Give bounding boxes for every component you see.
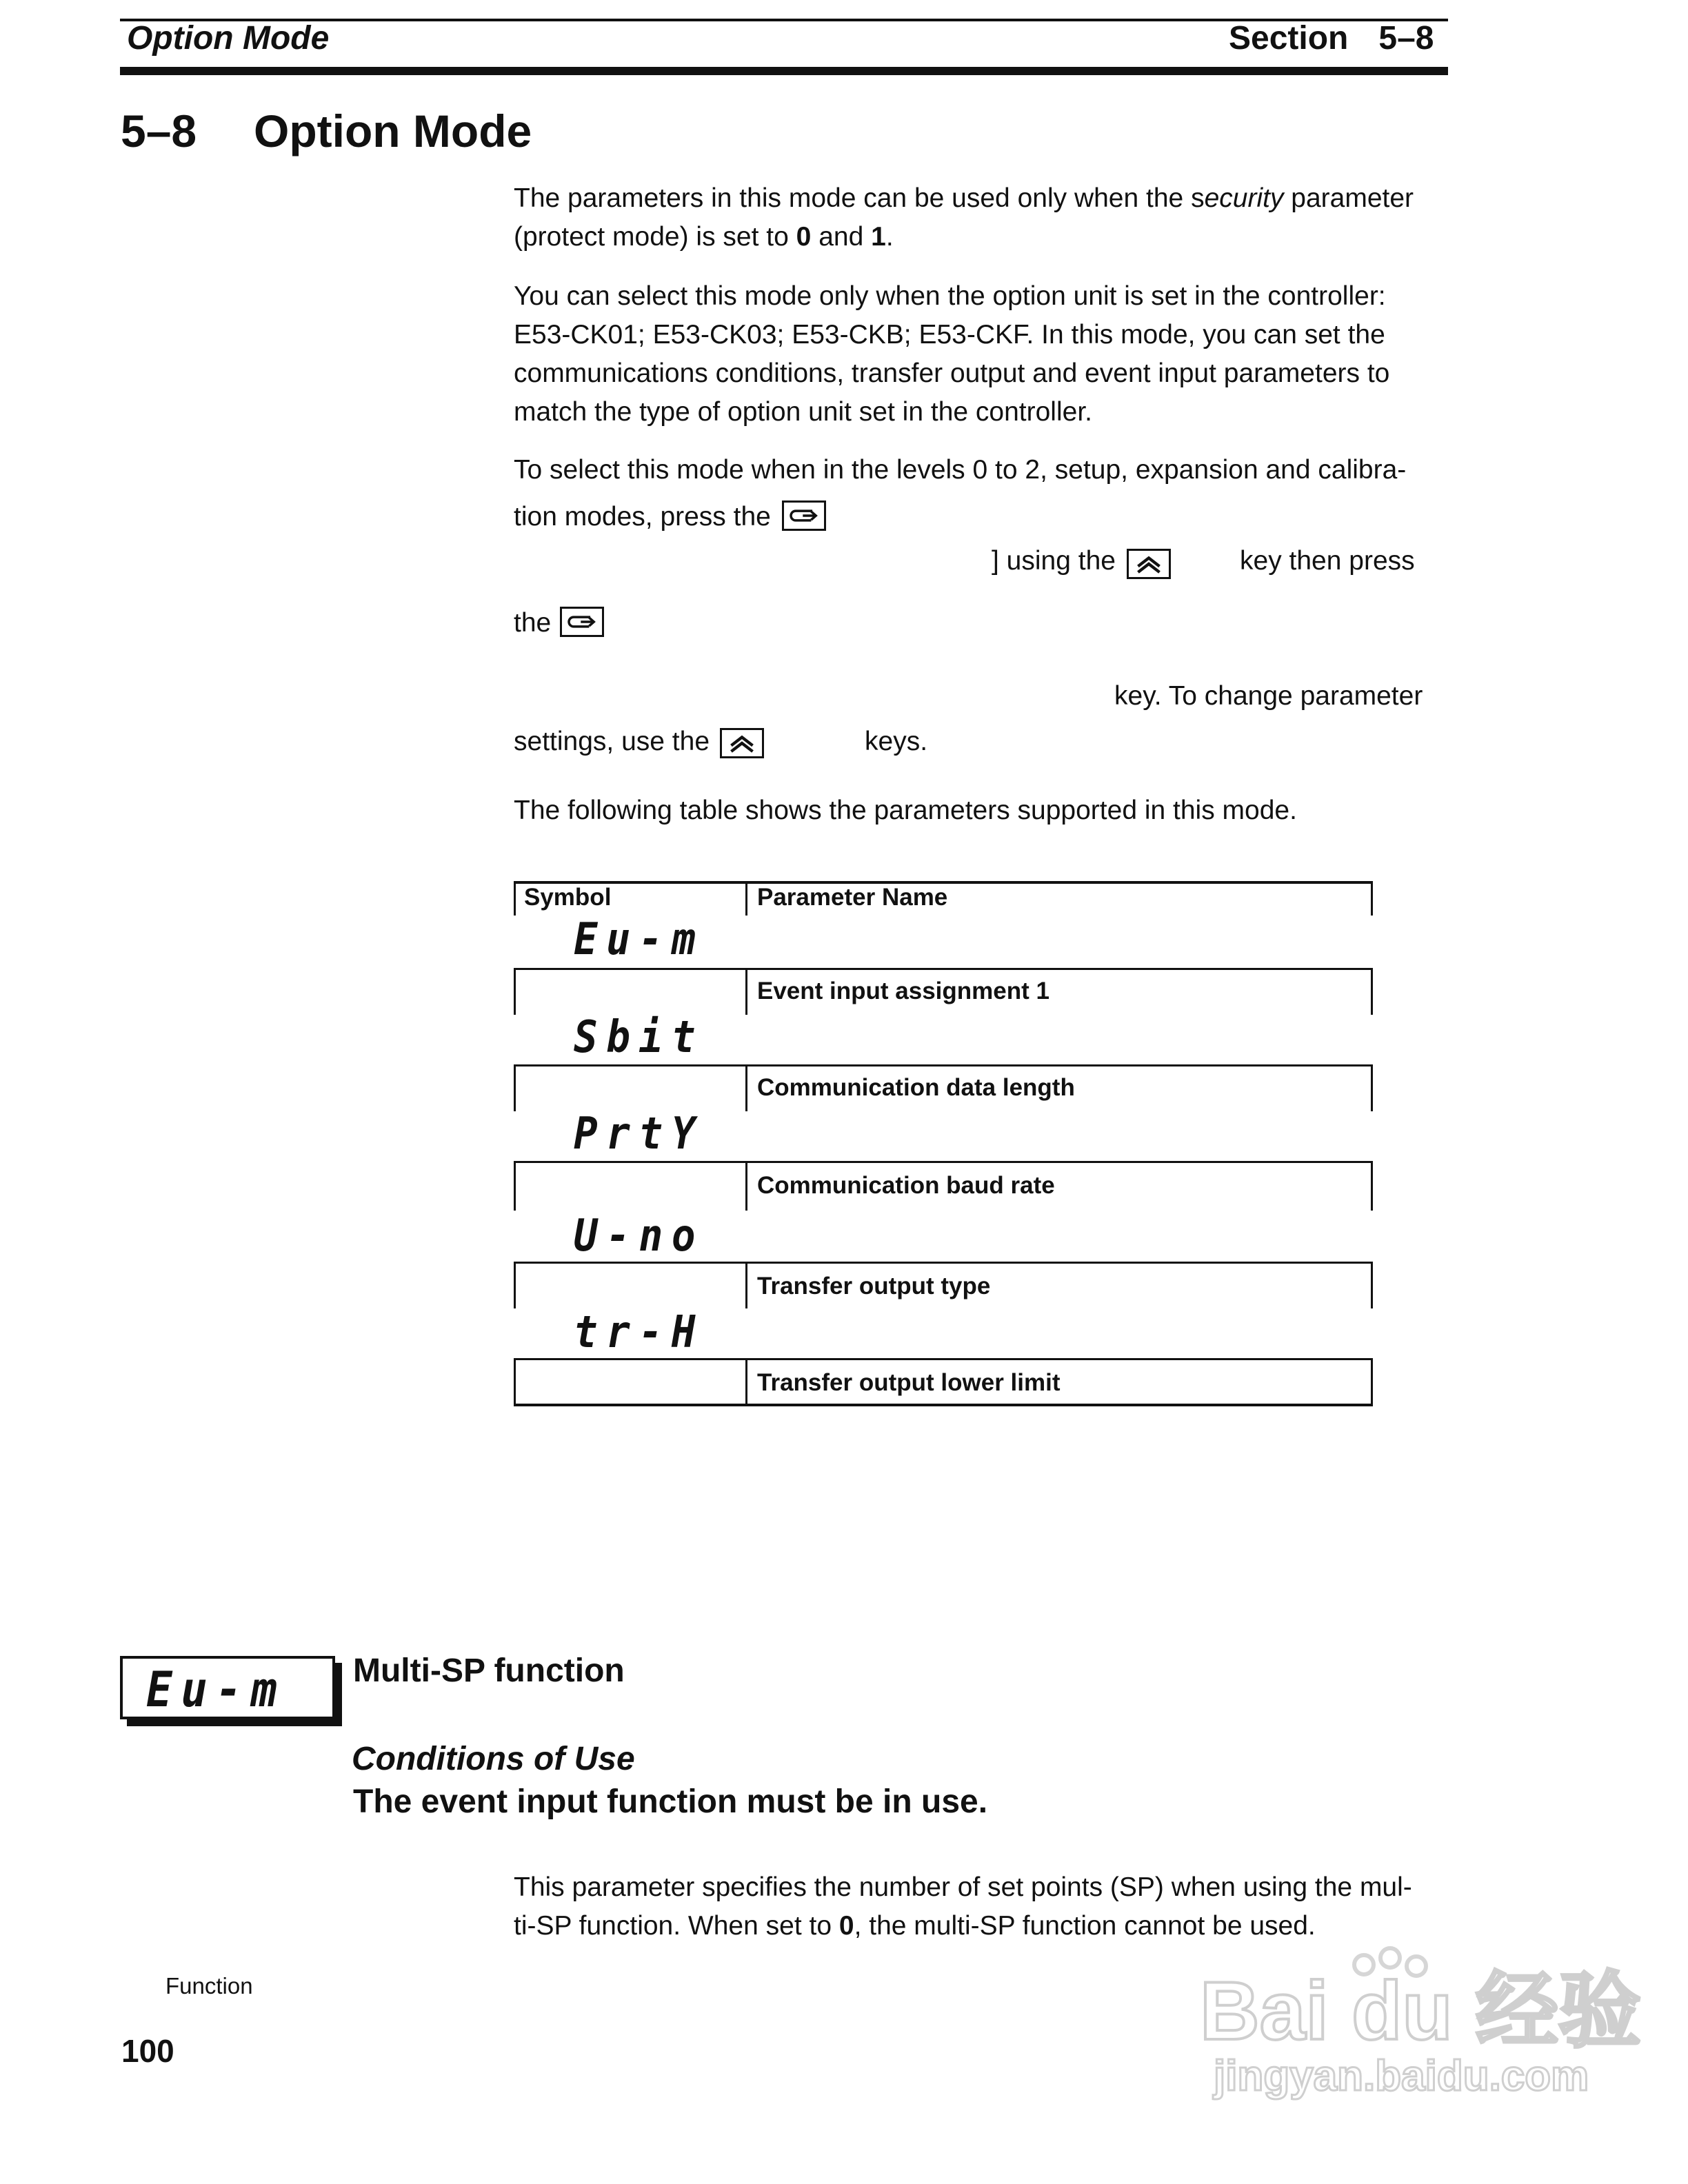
table-border [514,968,1373,970]
table-border [1371,1262,1373,1308]
table-border [514,1262,1373,1264]
table-border [745,968,747,1015]
table-border [514,1064,1373,1066]
table-border [745,1358,747,1406]
table-row-parameter-name: Communication data length [757,1074,1075,1101]
section-label: Section [1229,20,1349,57]
table-border [514,1358,1373,1360]
table-row-parameter-name: Transfer output type [757,1273,991,1300]
conditions-text: The event input function must be in use. [353,1783,988,1820]
intro-paragraph-4: The following table shows the parameters supported in this mode. [514,796,1297,825]
intro-paragraph-3-line-1: To select this mode when in the levels 0 to 2, setup, expansion and calibra- [514,455,1407,485]
intro-paragraph-3-line-3a: ] using the [992,546,1116,576]
table-border [514,881,516,916]
section-heading-title: Option Mode [254,105,532,156]
intro-paragraph-3-line-3b: key then press [1240,546,1415,576]
table-border [1371,1161,1373,1211]
running-header-title: Option Mode [127,20,330,57]
column-header-symbol: Symbol [524,884,612,911]
table-border [514,968,516,1015]
display-symbol: Eu-m [146,1661,286,1718]
table-border [514,1161,516,1211]
table-symbol: PrtY [574,1109,705,1160]
section-heading-number: 5–8 [121,105,197,156]
table-border [745,1161,747,1211]
table-row-parameter-name: Event input assignment 1 [757,978,1049,1004]
column-header-parameter-name: Parameter Name [757,884,948,911]
table-row-parameter-name: Transfer output lower limit [757,1369,1061,1396]
table-border [1371,1064,1373,1111]
intro-paragraph-3-line-6b: keys. [865,727,928,756]
table-border [745,1064,747,1111]
conditions-heading: Conditions of Use [352,1741,635,1777]
page-number: 100 [121,2033,174,2069]
parameter-display-box [120,1656,335,1719]
intro-paragraph-1: The parameters in this mode can be used only when the security parameter (protect mode) is set to 0 and 1. [514,183,1414,252]
section-number: 5–8 [1378,20,1434,57]
baidu-watermark-logo [1186,1944,1642,2103]
table-border [745,1262,747,1308]
up-key-icon [720,728,764,758]
table-row-parameter-name: Communication baud rate [757,1172,1055,1199]
mode-key-icon [560,607,604,637]
intro-paragraph-3-line-5: key. To change parameter [1114,681,1423,711]
table-border [514,1404,1373,1406]
mode-key-icon [782,501,826,531]
watermark-brand: Bai du 经验 [1200,1965,1642,2057]
intro-paragraph-2: You can select this mode only when the option unit is set in the controller: E53-CK01; E53-CK03; E53-CKB; E53-CKF. In this mode, you can set the communications conditions, transfer output and event input parameters to match the type of option unit set in the controller. [514,281,1390,427]
table-border [745,881,747,916]
table-border [514,1262,516,1308]
table-border [514,1064,516,1111]
function-description: This parameter specifies the number of set points (SP) when using the mul-ti-SP function. When set to 0, the multi-SP function cannot be used. [514,1872,1412,1941]
margin-label-function: Function [165,1973,253,1999]
table-symbol: Eu-m [574,914,705,965]
table-symbol: Sbit [574,1012,705,1063]
up-key-icon [1127,549,1171,579]
table-border [514,1358,516,1406]
running-header-section [1229,19,1434,57]
header-rule-bottom [120,67,1448,75]
intro-paragraph-3-line-6a: settings, use the [514,727,710,756]
table-border [1371,968,1373,1015]
intro-paragraph-3-line-4: the [514,608,552,638]
table-border [1371,881,1373,916]
table-symbol: U-no [574,1211,705,1262]
table-border [1371,1358,1373,1406]
table-symbol: tr-H [574,1307,705,1358]
table-border [514,1161,1373,1163]
watermark-url: jingyan.baidu.com [1214,2052,1589,2100]
parameter-title: Multi-SP function [353,1652,625,1689]
intro-paragraph-3-line-2: tion modes, press the [514,502,771,532]
